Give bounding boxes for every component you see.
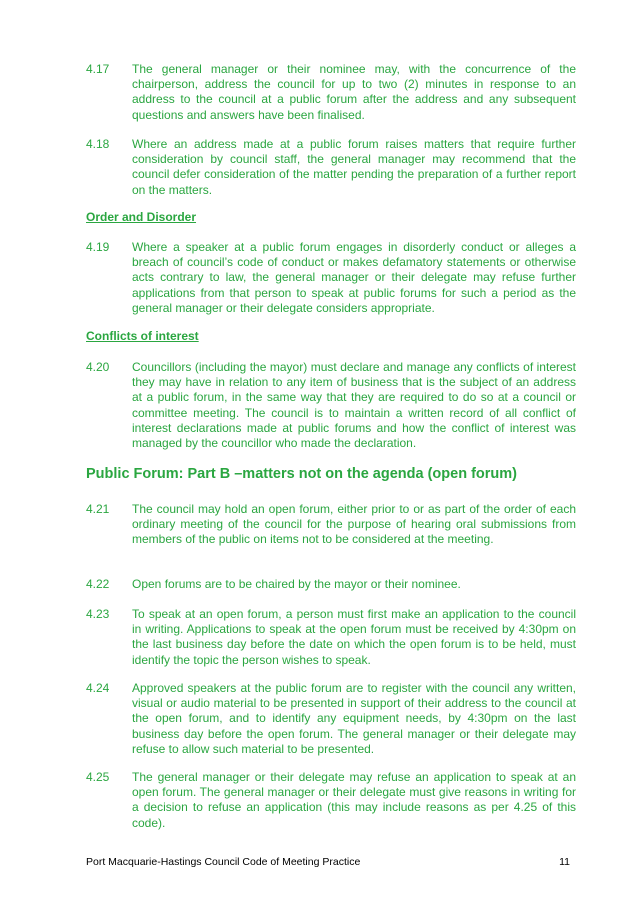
footer-title: Port Macquarie-Hastings Council Code of Meeting Practice [86, 856, 361, 868]
clause-text: Approved speakers at the public forum are to register with the council any written, visual or audio material to be presented in support of their address to the council at the open forum, and to identify any equipment needs, by 4:30pm on the last business day before the open forum. The general manager or their delegate may refuse to allow such material to be presented. [132, 681, 576, 756]
clause-text: Councillors (including the mayor) must declare and manage any conflicts of interest they may have in relation to any item of business that is the subject of an address at a public forum, in the same way that they are required to do so at a council or committee meeting. The council is to maintain a written record of all conflict of interest declarations made at public forums and how the conflict of interest was managed by the councillor who made the declaration. [132, 360, 576, 451]
clause-number: 4.25 [86, 770, 110, 784]
clause-4-22 [86, 577, 576, 592]
clause-number: 4.23 [86, 607, 110, 621]
clause-number: 4.20 [86, 360, 110, 374]
clause-text: To speak at an open forum, a person must first make an application to the council in writing. Applications to speak at the open forum must be received by 4:30pm on the last business day before the date on which the open forum is to be held, must identify the topic the person wishes to speak. [132, 607, 576, 667]
clause-4-23 [86, 607, 576, 668]
clause-text: Where an address made at a public forum raises matters that require further consideration by council staff, the general manager may recommend that the council defer consideration of the matter pending the preparation of a further report on the matters. [132, 137, 576, 197]
subheading-order-disorder: Order and Disorder [86, 210, 197, 224]
clause-4-24 [86, 681, 576, 757]
clause-text: The general manager or their nominee may, with the concurrence of the chairperson, address the council for up to two (2) minutes in response to an address to the council at a public forum after the address and any subsequent questions and answers have been finalised. [132, 62, 576, 122]
clause-text: The general manager or their delegate may refuse an application to speak at an open forum. The general manager or their delegate must give reasons in writing for a decision to refuse an application (this may include reasons as per 4.25 of this code). [132, 770, 576, 830]
clause-number: 4.17 [86, 62, 110, 76]
clause-number: 4.22 [86, 577, 110, 591]
clause-4-20 [86, 360, 576, 451]
clause-text: The council may hold an open forum, either prior to or as part of the order of each ordinary meeting of the council for the purpose of hearing oral submissions from members of the public on items not to be considered at the meeting. [132, 502, 576, 547]
clause-text: Open forums are to be chaired by the mayor or their nominee. [132, 577, 461, 591]
clause-4-21 [86, 502, 576, 548]
clause-4-25 [86, 770, 576, 831]
clause-4-19 [86, 240, 576, 316]
clause-4-18 [86, 137, 576, 198]
clause-number: 4.18 [86, 137, 110, 151]
subheading-conflicts-of-interest: Conflicts of interest [86, 329, 199, 343]
clause-number: 4.19 [86, 240, 110, 254]
clause-4-17 [86, 62, 576, 123]
clause-number: 4.21 [86, 502, 110, 516]
clause-text: Where a speaker at a public forum engages in disorderly conduct or alleges a breach of council’s code of conduct or makes defamatory statements or otherwise acts contrary to law, the general manager or their delegate may refuse further applications from that person to speak at public forums for such a period as the general manager or their delegate considers appropriate. [132, 240, 576, 315]
page-number: 11 [559, 856, 570, 868]
clause-number: 4.24 [86, 681, 110, 695]
section-heading: Public Forum: Part B –matters not on the agenda (open forum) [86, 466, 517, 482]
